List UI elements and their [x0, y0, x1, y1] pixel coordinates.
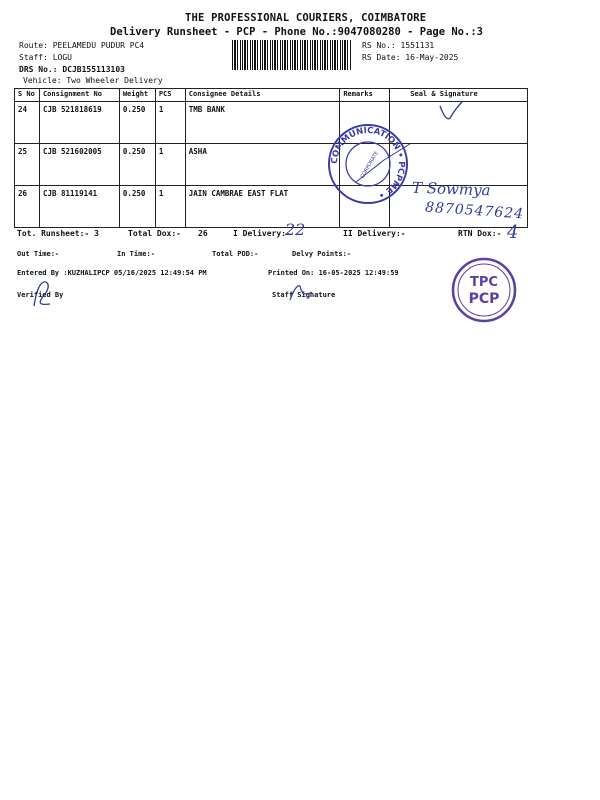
vehicle-label: Vehicle: Two Wheeler Delivery	[23, 76, 163, 85]
cell-consignment: CJB 81119141	[39, 186, 119, 228]
printed-on: Printed On: 16-05-2025 12:49:59	[268, 269, 399, 277]
tot-runsheet: Tot. Runsheet:- 3	[17, 229, 99, 238]
verified-by-label: Verified By	[17, 291, 64, 299]
rs-date: RS Date: 16-May-2025	[362, 53, 459, 62]
route-label: Route: PEELAMEDU PUDUR PC4	[19, 41, 145, 50]
col-seal: Seal & Signature	[390, 89, 528, 102]
rtn-dox-label: RTN Dox:-	[458, 229, 502, 238]
rs-number: RS No.: 1551131	[362, 41, 435, 50]
in-time-label: In Time:-	[117, 250, 155, 258]
verifier-signature	[28, 276, 58, 310]
barcode	[232, 40, 352, 70]
drs-number: DRS No.: DCJB155113103	[19, 65, 125, 74]
staff-signature-mark	[286, 282, 316, 304]
cell-weight: 0.250	[119, 186, 155, 228]
col-pcs: PCS	[155, 89, 185, 102]
ii-delivery-label: II Delivery:-	[343, 229, 406, 238]
tpc-stamp	[450, 256, 518, 324]
pcp-text: PCP	[468, 291, 500, 307]
staff-signature-label: Staff Signature	[272, 291, 336, 299]
cell-consignee: JAIN CAMBRAE EAST FLAT	[185, 186, 340, 228]
cell-sno: 25	[15, 144, 40, 186]
out-time-label: Out Time:-	[17, 250, 60, 258]
col-consignment: Consignment No	[39, 89, 119, 102]
cell-weight: 0.250	[119, 102, 155, 144]
col-remarks: Remarks	[340, 89, 390, 102]
cell-pcs: 1	[155, 102, 185, 144]
runsheet-subtitle: Delivery Runsheet - PCP - Phone No.:9047080280 - Page No.:3	[110, 26, 483, 38]
col-weight: Weight	[119, 89, 155, 102]
delvy-points-label: Delvy Points:-	[292, 250, 352, 258]
i-delivery-label: I Delivery:-	[233, 229, 291, 238]
col-sno: S No	[15, 89, 40, 102]
col-consignee: Consignee Details	[185, 89, 340, 102]
cell-consignment: CJB 521602005	[39, 144, 119, 186]
cell-sno: 26	[15, 186, 40, 228]
entered-by: Entered By :KUZHALIPCP 05/16/2025 12:49:54 PM	[17, 269, 207, 277]
total-dox-value: 26	[198, 229, 208, 238]
total-dox-label: Total Dox:-	[128, 229, 181, 238]
tpc-text: TPC	[470, 275, 498, 290]
cell-consignee: ASHA	[185, 144, 340, 186]
stamp-center-text: CORPORATE	[359, 150, 380, 180]
cell-pcs: 1	[155, 186, 185, 228]
stamp-ring-text: COMMUNICATION • PCPME •	[329, 125, 407, 200]
cell-consignment: CJB 521818619	[39, 102, 119, 144]
staff-label: Staff: LOGU	[19, 53, 72, 62]
cell-weight: 0.250	[119, 144, 155, 186]
handwritten-phone: 8870547624	[424, 199, 525, 223]
cell-seal	[390, 144, 528, 186]
cell-pcs: 1	[155, 144, 185, 186]
cell-sno: 24	[15, 102, 40, 144]
rtn-dox-handwritten: 4	[507, 222, 519, 243]
company-title: THE PROFESSIONAL COURIERS, COIMBATORE	[185, 12, 427, 24]
total-pod-label: Total POD:-	[212, 250, 259, 258]
company-stamp	[326, 122, 410, 206]
handwritten-name: T Sowmya	[411, 178, 491, 200]
signature-mark	[436, 100, 466, 124]
i-delivery-handwritten: 22	[285, 220, 306, 239]
cell-consignee: TMB BANK	[185, 102, 340, 144]
